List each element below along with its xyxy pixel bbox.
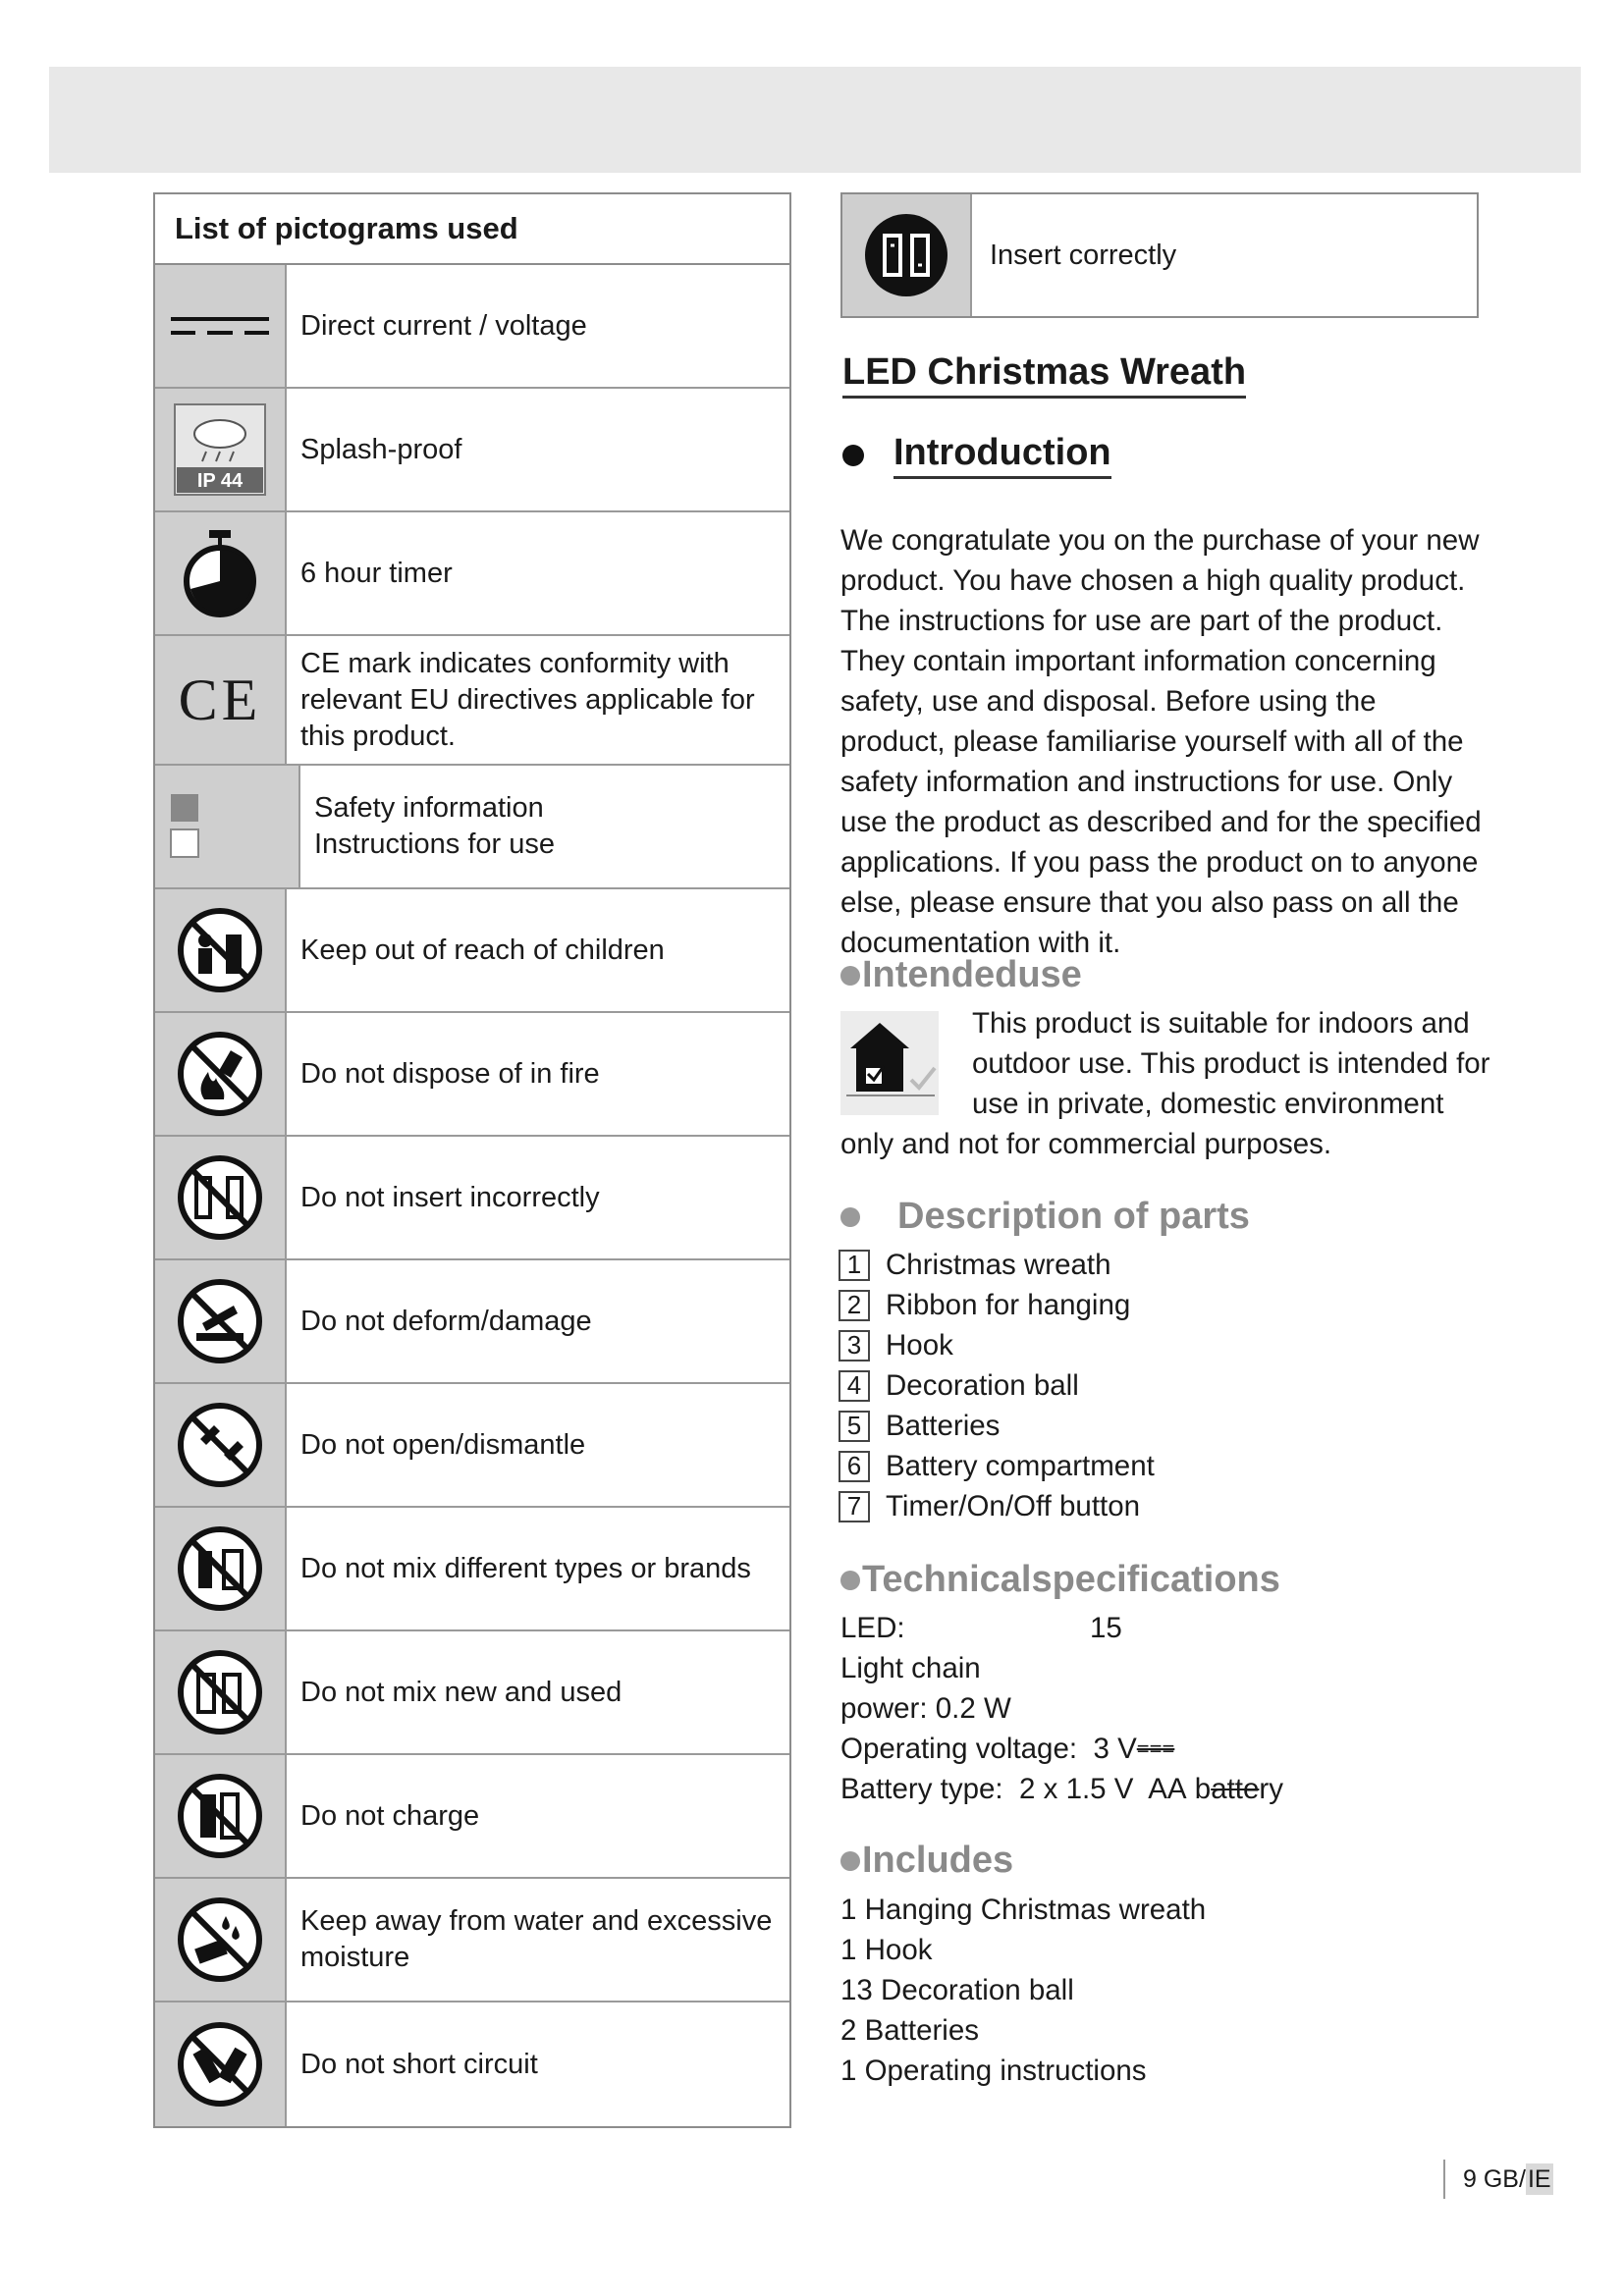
intended-use-text-tail: only and not for commercial purposes. xyxy=(840,1128,1332,1160)
timer-icon xyxy=(155,512,287,634)
keep-from-children-icon xyxy=(155,889,287,1011)
part-number: 5 xyxy=(839,1411,870,1442)
part-number: 4 xyxy=(839,1370,870,1402)
bullet-icon xyxy=(840,1571,860,1590)
dc-symbol: === xyxy=(1136,1736,1175,1761)
list-item: 3 Hook xyxy=(839,1325,1155,1365)
pictogram-label: Do not deform/damage xyxy=(300,1305,592,1337)
includes-list xyxy=(840,1890,1206,2091)
pictogram-label: Do not insert incorrectly xyxy=(300,1181,600,1213)
pictogram-label: Do not open/dismantle xyxy=(300,1428,586,1461)
parts-list xyxy=(839,1245,1155,1526)
bullet-icon xyxy=(840,1207,860,1227)
no-incorrect-insert-icon xyxy=(155,1137,287,1258)
no-water-icon xyxy=(155,1879,287,2001)
spec-value: 15 xyxy=(1090,1612,1122,1644)
pictogram-row xyxy=(155,265,789,389)
list-item: 1 Christmas wreath xyxy=(839,1245,1155,1285)
pictogram-row xyxy=(155,766,789,889)
spec-label: Battery type: xyxy=(840,1773,1003,1805)
intended-use-text: This product is suitable for indoors and outdoor use. This product is intended for use in private, domestic environment xyxy=(972,1007,1490,1120)
pictogram-row xyxy=(155,1013,789,1137)
part-number: 2 xyxy=(839,1290,870,1321)
introduction-heading: Introduction xyxy=(842,432,1111,479)
pictogram-label: Do not charge xyxy=(300,1799,480,1832)
no-short-circuit-icon xyxy=(155,2002,287,2126)
pictogram-row xyxy=(155,636,789,766)
pictogram-row xyxy=(155,889,789,1013)
spec-value: 2 x 1.5 V AA xyxy=(1019,1773,1187,1805)
includes-heading: Includes xyxy=(840,1840,1013,1882)
pictogram-label: Splash-proof xyxy=(300,433,462,465)
pictogram-label: Do not short circuit xyxy=(300,2048,538,2080)
ip44-label: IP 44 xyxy=(196,470,244,492)
no-dismantle-icon xyxy=(155,1384,287,1506)
direct-current-icon xyxy=(155,265,287,387)
tech-specs-heading: Technicalspecifications xyxy=(840,1559,1280,1601)
parts-heading: Description of parts xyxy=(840,1196,1250,1238)
pictogram-row xyxy=(155,1879,789,2002)
insert-correctly-label: Insert correctly xyxy=(990,239,1177,271)
spec-label: Light chain xyxy=(840,1652,981,1684)
indoor-outdoor-icon xyxy=(840,1011,939,1115)
list-item: 7 Timer/On/Off button xyxy=(839,1486,1155,1526)
spec-value: 3 V xyxy=(1093,1733,1137,1765)
insert-correctly-box xyxy=(840,192,1479,318)
pictogram-label: Direct current / voltage xyxy=(300,309,587,342)
spec-label: LED: xyxy=(840,1612,905,1644)
pictogram-label: Keep away from water and excessive moisture xyxy=(300,1905,773,1973)
tech-specs: LED: 15 Light chain power: 0.2 W Operating voltage: 3 V === Battery type: 2 x 1.5 V AA b atte ry xyxy=(840,1608,1283,1809)
intended-use-heading: Intendeduse xyxy=(840,954,1082,996)
region-code-highlight: IE xyxy=(1527,2164,1551,2193)
pictogram-table-title: List of pictograms used xyxy=(155,194,789,265)
part-number: 3 xyxy=(839,1330,870,1362)
pictogram-row xyxy=(155,1137,789,1260)
header-bar xyxy=(49,67,1581,173)
region-code: GB/ xyxy=(1483,2164,1526,2193)
pictogram-label: Do not mix new and used xyxy=(300,1676,623,1708)
splash-proof-ip44-icon xyxy=(155,389,287,510)
pictogram-label: 6 hour timer xyxy=(300,557,453,589)
part-number: 7 xyxy=(839,1491,870,1522)
no-mix-types-icon xyxy=(155,1508,287,1629)
introduction-text: We congratulate you on the purchase of your new product. You have chosen a high quality product. The instructions for use are part of the product. They contain important information concerning safety, use and disposal. Before using the product, please familiarise yourself with all of the safety information and instructions for use. Only use the product as described and for the specified applications. If you pass the product on to anyone else, please ensure that you also pass on all the documentation with it. xyxy=(840,524,1482,959)
no-fire-icon xyxy=(155,1013,287,1135)
pictogram-row xyxy=(155,1508,789,1631)
list-item: 5 Batteries xyxy=(839,1406,1155,1446)
list-item: 1 Operating instructions xyxy=(840,2055,1147,2087)
bullet-icon xyxy=(840,1851,860,1871)
ce-mark-icon: CE xyxy=(155,636,287,764)
page-number: 9 xyxy=(1463,2164,1477,2193)
pictogram-label: Keep out of reach of children xyxy=(300,934,665,966)
pictogram-label: CE mark indicates conformity with relevant EU directives applicable for this product. xyxy=(300,647,755,752)
page-footer xyxy=(1443,2160,1553,2199)
no-mix-new-used-icon xyxy=(155,1631,287,1753)
pictogram-label: Do not dispose of in fire xyxy=(300,1057,600,1090)
list-item: 4 Decoration ball xyxy=(839,1365,1155,1406)
safety-info-squares-icon xyxy=(155,766,300,887)
pictogram-row xyxy=(155,1260,789,1384)
pictogram-table xyxy=(153,192,791,2128)
pictogram-row xyxy=(155,1755,789,1879)
no-charge-icon xyxy=(155,1755,287,1877)
pictogram-row xyxy=(155,512,789,636)
bullet-icon xyxy=(842,445,864,466)
pictogram-row xyxy=(155,389,789,512)
product-title: LED Christmas Wreath xyxy=(842,351,1246,399)
list-item: 1 Hanging Christmas wreath xyxy=(840,1894,1207,1926)
bullet-icon xyxy=(840,966,860,986)
pictogram-row xyxy=(155,2002,789,2126)
list-item: 1 Hook xyxy=(840,1934,933,1966)
list-item: 6 Battery compartment xyxy=(839,1446,1155,1486)
pictogram-row xyxy=(155,1384,789,1508)
part-number: 6 xyxy=(839,1451,870,1482)
list-item: 2 Batteries xyxy=(840,2014,980,2047)
list-item: 2 Ribbon for hanging xyxy=(839,1285,1155,1325)
pictogram-label: Do not mix different types or brands xyxy=(300,1552,751,1584)
spec-power: power: 0.2 W xyxy=(840,1692,1011,1725)
no-deform-icon xyxy=(155,1260,287,1382)
pictogram-label: Safety information Instructions for use xyxy=(314,792,555,860)
spec-label: Operating voltage: xyxy=(840,1733,1078,1765)
insert-correctly-icon xyxy=(842,194,972,316)
part-number: 1 xyxy=(839,1250,870,1281)
footer-divider xyxy=(1443,2160,1445,2199)
pictogram-row xyxy=(155,1631,789,1755)
list-item: 13 Decoration ball xyxy=(840,1974,1074,2006)
